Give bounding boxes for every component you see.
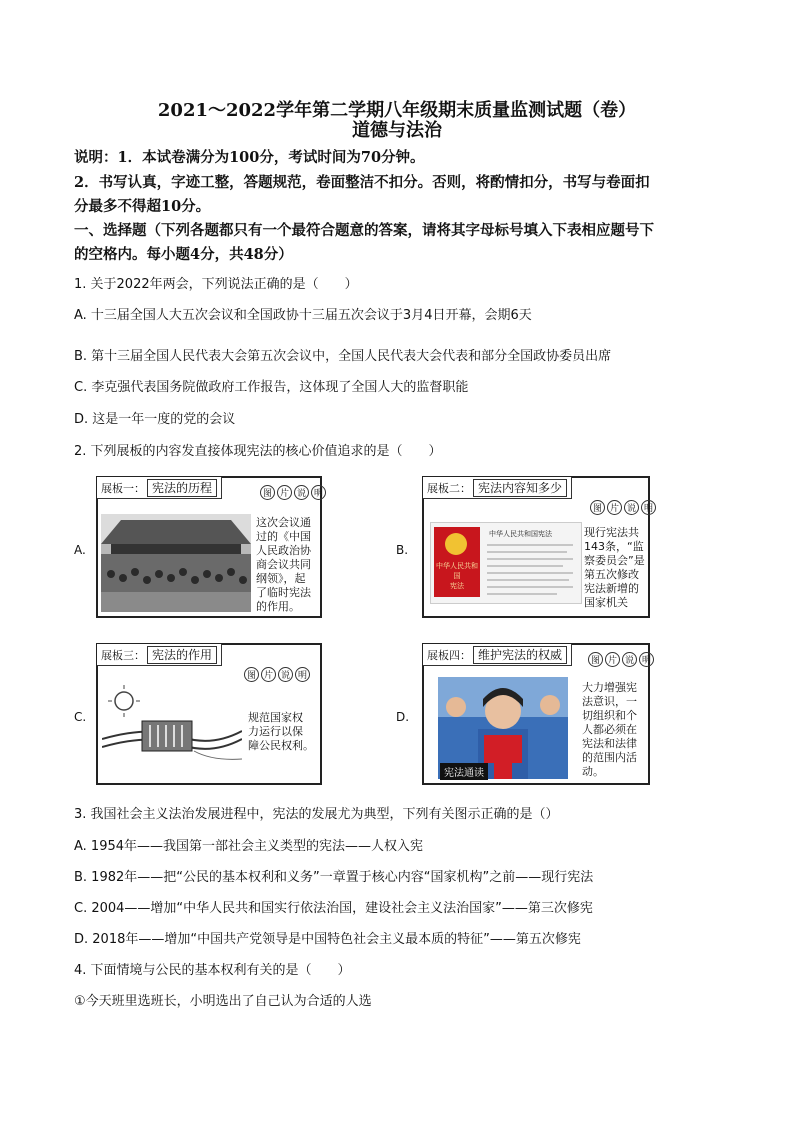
panel-c-description: 规范国家权 力运行以保 障公民权利。 (248, 711, 314, 752)
panel-a-tag: 展板一： 宪法的历程 (97, 477, 222, 499)
section-heading-2: 的空格内。每小题4分，共48分） (74, 246, 293, 263)
national-emblem-icon (445, 533, 467, 555)
q3-stem: 3. 我国社会主义法治发展进程中，宪法的发展尤为典型，下列有关图示正确的是（） (74, 807, 559, 822)
q3-option-d: D. 2018年——增加“中国共产党领导是中国特色社会主义最本质的特征”——第五次修宪 (74, 932, 581, 947)
q2-stem: 2. 下列展板的内容发直接体现宪法的核心价值追求的是（ ） (74, 444, 442, 459)
panel-d-description: 大力增强宪 法意识，一 切组织和个 人都必须在 宪法和法律 的范围内活 动。 (582, 681, 637, 778)
panel-c (96, 643, 322, 785)
panel-a-description: 这次会议通 过的《中国 人民政治协 商会议共同 纲领》，起 了临时宪法 的作用。 (256, 516, 311, 613)
q3-option-a: A. 1954年——我国第一部社会主义类型的宪法——人权入宪 (74, 839, 424, 854)
q1-option-d: D. 这是一年一度的党的会议 (74, 412, 236, 427)
panel-c-caption: 图 片 说 明 (244, 667, 310, 682)
subject-title: 道德与法治 (352, 120, 442, 141)
q1-option-c: C. 李克强代表国务院做政府工作报告，这体现了全国人大的监督职能 (74, 380, 469, 395)
panel-d-caption: 图 片 说 明 (588, 652, 654, 667)
exam-title: 2021～2022学年第二学期八年级期末质量监测试题（卷） (157, 100, 637, 121)
note-line-1: 说明：1．本试卷满分为100分，考试时间为70分钟。 (74, 149, 425, 166)
photo-label: 宪法通读 (440, 763, 488, 780)
historic-meeting-photo (101, 514, 251, 612)
panel-b-description: 现行宪法共 143条，“监 察委员会”是 第五次修改 宪法新增的 国家机关 (584, 526, 645, 609)
q3-option-c: C. 2004——增加“中华人民共和国实行依法治国，建设社会主义法治国家”——第三次修宪 (74, 901, 593, 916)
q1-stem: 1. 关于2022年两会，下列说法正确的是（ ） (74, 277, 358, 292)
panel-a-caption: 图 片 说 明 (260, 485, 326, 500)
q4-stem: 4. 下面情境与公民的基本权利有关的是（ ） (74, 963, 351, 978)
panel-d (422, 643, 650, 785)
panel-a (96, 476, 322, 618)
q2-option-c-label: C. (74, 710, 87, 724)
constitution-book-image (430, 522, 582, 604)
panel-b (422, 476, 653, 618)
note-line-3: 分最多不得超10分。 (74, 198, 211, 215)
book-page-lines (487, 541, 575, 597)
q2-option-a-label: A. (74, 543, 86, 557)
panel-b-tag: 展板二： 宪法内容知多少 (423, 477, 572, 499)
q4-item-1: ①今天班里选班长，小明选出了自己认为合适的人选 (74, 994, 372, 1009)
book-cover: 中华人民共和国 宪法 (434, 527, 480, 597)
q3-option-b: B. 1982年——把“公民的基本权利和义务”一章置于核心内容“国家机构”之前——现行宪法 (74, 870, 594, 885)
book-page-title: 中华人民共和国宪法 (489, 530, 552, 538)
note-line-2: 2．书写认真，字迹工整，答题规范，卷面整洁不扣分。否则，将酌情扣分，书写与卷面扣 (74, 174, 650, 191)
panel-d-tag: 展板四： 维护宪法的权威 (423, 644, 572, 666)
q1-option-b: B. 第十三届全国人民代表大会第五次会议中，全国人民代表大会代表和部分全国政协委员出席 (74, 349, 612, 364)
q2-option-d-label: D. (396, 710, 410, 724)
panel-b-caption: 图 片 说 明 (590, 500, 656, 515)
panel-c-tag: 展板三： 宪法的作用 (97, 644, 222, 666)
train-on-track-illustration (102, 681, 242, 777)
q2-option-b-label: B. (396, 543, 409, 557)
q1-option-a: A. 十三届全国人大五次会议和全国政协十三届五次会议于3月4日开幕，会期6天 (74, 308, 532, 323)
section-heading-1: 一、选择题（下列各题都只有一个最符合题意的答案，请将其字母标号填入下表相应题号下 (74, 222, 654, 239)
